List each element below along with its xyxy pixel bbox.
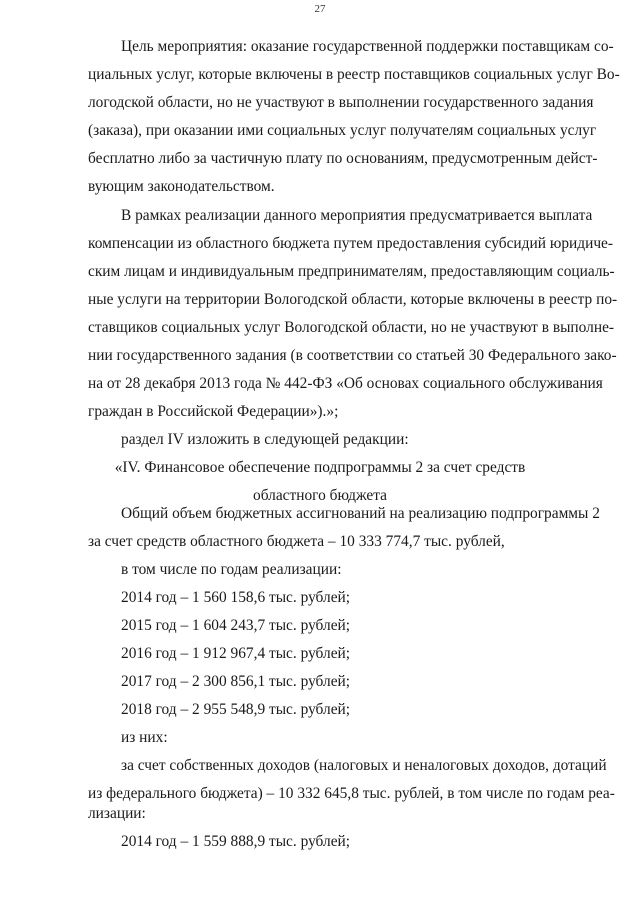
year-amount: 2018 год – 2 955 548,9 тыс. рублей; xyxy=(121,701,351,718)
paragraph-line: граждан в Российской Федерации»).»; xyxy=(88,403,339,420)
paragraph-line: в том числе по годам реализации: xyxy=(121,561,342,578)
paragraph-line: бесплатно либо за частичную плату по основаниям, предусмотренным дейст- xyxy=(88,150,598,167)
section-heading: областного бюджета xyxy=(253,487,387,504)
paragraph-line: циальных услуг, которые включены в реестр поставщиков социальных услуг Во- xyxy=(88,66,620,83)
page-number: 27 xyxy=(314,3,326,15)
paragraph-line: логодской области, но не участвуют в выполнении государственного задания xyxy=(88,94,594,111)
paragraph-line: ные услуги на территории Вологодской области, которые включены в реестр по- xyxy=(88,291,618,308)
paragraph-line: Общий объем бюджетных ассигнований на реализацию подпрограммы 2 xyxy=(121,505,600,522)
instruction-line: раздел IV изложить в следующей редакции: xyxy=(121,431,409,448)
section-heading: «IV. Финансовое обеспечение подпрограммы 2 за счет средств xyxy=(114,459,526,476)
year-amount: 2016 год – 1 912 967,4 тыс. рублей; xyxy=(121,645,351,662)
paragraph-line: компенсации из областного бюджета путем предоставления субсидий юридиче- xyxy=(88,235,614,252)
paragraph-line: В рамках реализации данного мероприятия предусматривается выплата xyxy=(121,207,593,224)
paragraph-line: за счет средств областного бюджета – 10 333 774,7 тыс. рублей, xyxy=(88,533,505,550)
paragraph-line: вующим законодательством. xyxy=(88,178,275,195)
paragraph-line: ставщиков социальных услуг Вологодской области, но не участвуют в выполне- xyxy=(88,319,615,336)
paragraph-line: нии государственного задания (в соответствии со статьей 30 Федерального зако- xyxy=(88,347,617,364)
year-amount: 2017 год – 2 300 856,1 тыс. рублей; xyxy=(121,673,351,690)
paragraph-line: ским лицам и индивидуальным предпринимателям, предоставляющим социаль- xyxy=(88,263,615,280)
paragraph-line: (заказа), при оказании ими социальных услуг получателям социальных услуг xyxy=(88,122,597,139)
year-amount: 2015 год – 1 604 243,7 тыс. рублей; xyxy=(121,617,351,634)
year-amount: 2014 год – 1 560 158,6 тыс. рублей; xyxy=(121,589,351,606)
year-amount: 2014 год – 1 559 888,9 тыс. рублей; xyxy=(121,833,351,850)
paragraph-line: за счет собственных доходов (налоговых и неналоговых доходов, дотаций xyxy=(121,757,607,774)
paragraph-line: лизации: xyxy=(88,805,146,822)
paragraph-line: из них: xyxy=(121,729,168,746)
paragraph-line: Цель мероприятия: оказание государственной поддержки поставщикам со- xyxy=(121,38,614,55)
paragraph-line: на от 28 декабря 2013 года № 442-ФЗ «Об основах социального обслуживания xyxy=(88,375,603,392)
paragraph-line: из федерального бюджета) – 10 332 645,8 тыс. рублей, в том числе по годам реа- xyxy=(88,785,615,802)
